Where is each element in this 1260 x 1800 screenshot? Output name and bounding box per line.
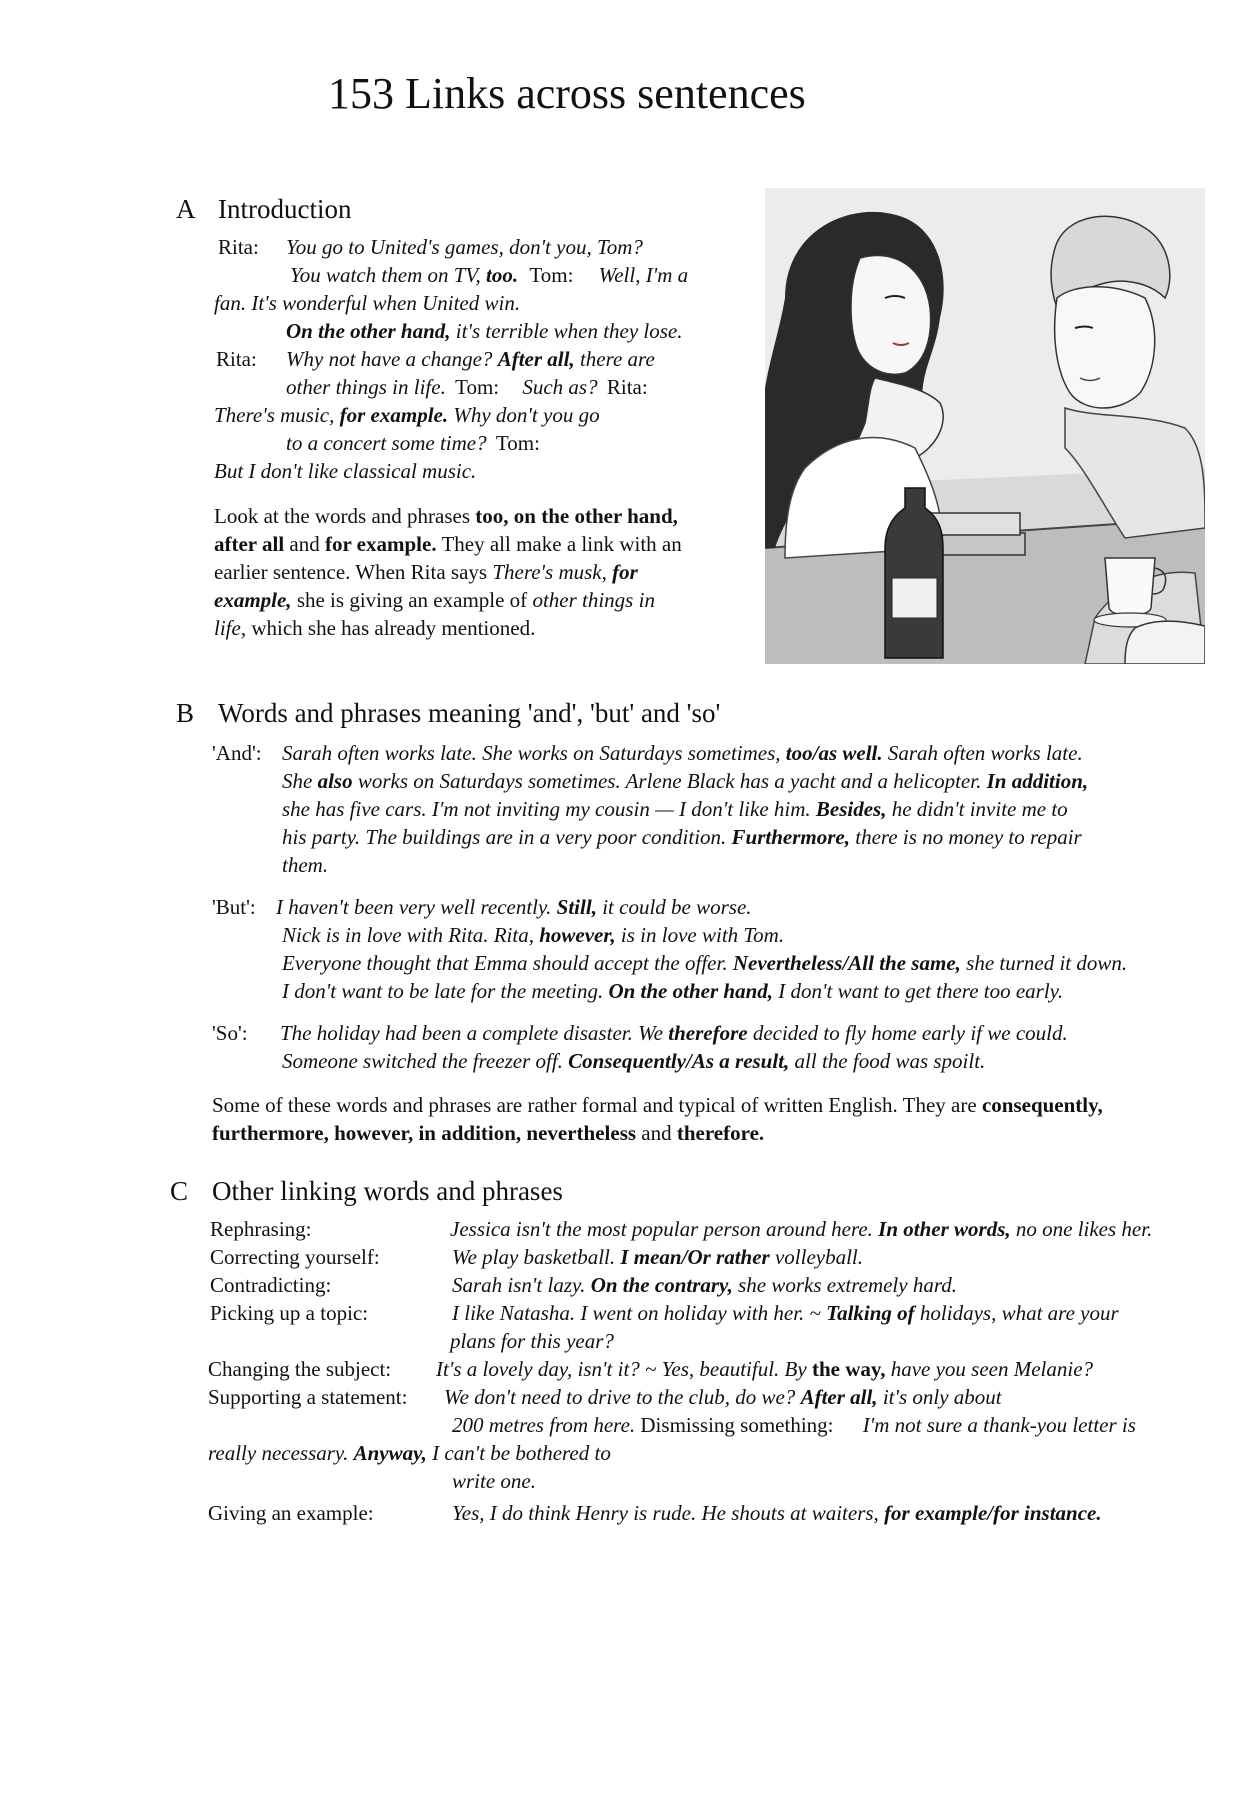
link-word: Besides, bbox=[815, 797, 887, 821]
link-word: too/as well. bbox=[785, 741, 883, 765]
example-line bbox=[282, 740, 1083, 766]
dialogue-line bbox=[214, 290, 520, 316]
link-word: In addition, bbox=[986, 769, 1089, 793]
cafe-illustration bbox=[765, 188, 1205, 664]
link-word: also bbox=[317, 769, 353, 793]
example-line bbox=[282, 796, 1068, 822]
correcting-label: Correcting yourself: bbox=[210, 1245, 380, 1269]
example: his party. The buildings are in a very poor condition. bbox=[282, 825, 732, 849]
example: It's a lovely day, isn't it? ~ Yes, beautiful. By bbox=[436, 1357, 812, 1381]
example-line bbox=[282, 922, 784, 948]
speaker: Tom: bbox=[455, 375, 500, 399]
changing-example bbox=[436, 1356, 1093, 1382]
dialogue-line bbox=[216, 346, 257, 372]
explanation-paragraph bbox=[214, 502, 734, 642]
changing-label: Changing the subject: bbox=[208, 1357, 392, 1381]
dialogue-line bbox=[286, 374, 648, 400]
link-word: After all, bbox=[800, 1385, 878, 1409]
example: Someone switched the freezer off. bbox=[282, 1049, 569, 1073]
giving-example bbox=[452, 1500, 1102, 1526]
link-word: the way, bbox=[811, 1357, 886, 1381]
example: she works extremely hard. bbox=[732, 1273, 957, 1297]
link-word: for bbox=[612, 560, 638, 584]
dismissing-label: Dismissing something: bbox=[635, 1413, 834, 1437]
supporting-example-cont bbox=[452, 1412, 1136, 1438]
link-word: After all, bbox=[497, 347, 575, 371]
section-letter: B bbox=[176, 698, 195, 728]
dialogue-line bbox=[286, 346, 655, 372]
and-label: 'And': bbox=[212, 741, 262, 765]
example: We don't need to drive to the club, do we? bbox=[444, 1385, 801, 1409]
speaker: Rita: bbox=[216, 347, 257, 371]
picking-example bbox=[452, 1300, 1119, 1326]
dialogue-line bbox=[290, 262, 688, 288]
example: I don't want to be late for the meeting. bbox=[282, 979, 609, 1003]
link-word: for example. bbox=[325, 532, 437, 556]
example: I can't be bothered to bbox=[426, 1441, 611, 1465]
example: works on Saturdays sometimes. Arlene Black has a yacht and a helicopter. bbox=[352, 769, 987, 793]
example: she turned it down. bbox=[960, 951, 1128, 975]
example: he didn't invite me to bbox=[886, 797, 1068, 821]
example: I like Natasha. I went on holiday with her. ~ bbox=[452, 1301, 827, 1325]
example: write one. bbox=[452, 1469, 536, 1493]
illustration-image bbox=[765, 188, 1205, 664]
link-word: Still, bbox=[556, 895, 597, 919]
page-title: 153 Links across sentences bbox=[328, 69, 806, 118]
link-word: Anyway, bbox=[353, 1441, 427, 1465]
link-word: example, bbox=[214, 588, 292, 612]
speaker: Tom: bbox=[529, 263, 574, 287]
quote: There's musk, bbox=[492, 560, 613, 584]
example-line bbox=[280, 1020, 1068, 1046]
example: I don't want to get there too early. bbox=[773, 979, 1064, 1003]
link-word: On the other hand, bbox=[286, 319, 451, 343]
example: Sarah often works late. bbox=[882, 741, 1083, 765]
example: there is no money to repair bbox=[849, 825, 1082, 849]
text: which she has already mentioned. bbox=[246, 616, 536, 640]
section-title: Introduction bbox=[218, 194, 352, 224]
text: and bbox=[284, 532, 325, 556]
picking-example-cont bbox=[450, 1328, 614, 1354]
formal-note bbox=[212, 1120, 764, 1146]
section-letter: A bbox=[176, 194, 196, 224]
example: 200 metres from here. bbox=[452, 1413, 636, 1437]
speaker: Tom: bbox=[495, 431, 540, 455]
dialogue-line bbox=[286, 318, 683, 344]
supporting-label: Supporting a statement: bbox=[208, 1385, 408, 1409]
speaker: Rita: bbox=[606, 375, 648, 399]
example: The holiday had been a complete disaster. We bbox=[280, 1021, 669, 1045]
speech: There's music, bbox=[214, 403, 340, 427]
speech: Such as? bbox=[522, 375, 598, 399]
dismissing-example bbox=[208, 1440, 611, 1466]
speech: other things in life. bbox=[286, 375, 446, 399]
contradicting-example bbox=[452, 1272, 957, 1298]
rephrasing-example bbox=[450, 1216, 1152, 1242]
example: it could be worse. bbox=[596, 895, 752, 919]
example-line bbox=[282, 768, 1088, 794]
example: plans for this year? bbox=[450, 1329, 614, 1353]
text: They all make a link with an bbox=[436, 532, 682, 556]
contradicting-label: Contradicting: bbox=[210, 1273, 332, 1297]
link-word: Talking of bbox=[826, 1301, 915, 1325]
link-word: furthermore, however, in addition, nevertheless bbox=[212, 1121, 637, 1145]
speech: Why not have a change? bbox=[286, 347, 498, 371]
example: have you seen Melanie? bbox=[885, 1357, 1094, 1381]
speaker: Rita: bbox=[218, 235, 259, 259]
link-word: for example/for instance. bbox=[884, 1501, 1102, 1525]
example-line bbox=[282, 1048, 985, 1074]
example: I'm not sure a thank-you letter is bbox=[862, 1413, 1136, 1437]
link-word: Nevertheless/All the same, bbox=[732, 951, 961, 975]
example: Yes, I do think Henry is rude. He shouts at waiters, bbox=[452, 1501, 885, 1525]
link-word: therefore bbox=[668, 1021, 748, 1045]
speech: there are bbox=[574, 347, 655, 371]
link-word: consequently, bbox=[981, 1093, 1103, 1117]
example: she has five cars. I'm not inviting my cousin — I don't like him. bbox=[282, 797, 816, 821]
link-word: On the contrary, bbox=[590, 1273, 733, 1297]
example: holidays, what are your bbox=[914, 1301, 1119, 1325]
example-line bbox=[282, 950, 1127, 976]
example: all the food was spoilt. bbox=[789, 1049, 986, 1073]
link-word: Consequently/As a result, bbox=[568, 1049, 790, 1073]
speech: to a concert some time? bbox=[286, 431, 487, 455]
quote: other things in bbox=[532, 588, 655, 612]
example-line bbox=[282, 824, 1082, 850]
link-word: On the other hand, bbox=[608, 979, 773, 1003]
link-word: however, bbox=[539, 923, 616, 947]
text: earlier sentence. When Rita says bbox=[214, 560, 493, 584]
example: is in love with Tom. bbox=[615, 923, 785, 947]
example-line bbox=[282, 978, 1063, 1004]
speech: Why don't you go bbox=[448, 403, 600, 427]
example: She bbox=[282, 769, 318, 793]
supporting-example bbox=[444, 1384, 1002, 1410]
text: she is giving an example of bbox=[291, 588, 533, 612]
speech: Well, I'm a bbox=[598, 263, 689, 287]
dialogue-line bbox=[286, 234, 643, 260]
correcting-example bbox=[452, 1244, 863, 1270]
example: Jessica isn't the most popular person around here. bbox=[450, 1217, 879, 1241]
dialogue-line bbox=[214, 458, 476, 484]
example: Sarah isn't lazy. bbox=[452, 1273, 591, 1297]
section-a-heading bbox=[176, 194, 351, 225]
link-word: after all bbox=[214, 532, 285, 556]
speech: fan. It's wonderful when United win. bbox=[214, 291, 521, 315]
formal-note bbox=[212, 1092, 1103, 1118]
link-word: In other words, bbox=[878, 1217, 1011, 1241]
example: Nick is in love with Rita. Rita, bbox=[282, 923, 540, 947]
link-word: I mean/Or rather bbox=[620, 1245, 770, 1269]
text: and bbox=[636, 1121, 677, 1145]
example-line bbox=[276, 894, 752, 920]
link-word: therefore. bbox=[676, 1121, 765, 1145]
dialogue-line bbox=[286, 430, 540, 456]
section-title: Words and phrases meaning 'and', 'but' and 'so' bbox=[218, 698, 721, 728]
dialogue-line bbox=[218, 234, 259, 260]
picking-label: Picking up a topic: bbox=[210, 1301, 369, 1325]
example: volleyball. bbox=[769, 1245, 864, 1269]
example: decided to fly home early if we could. bbox=[747, 1021, 1068, 1045]
link-word: Furthermore, bbox=[731, 825, 850, 849]
text: Some of these words and phrases are rather formal and typical of written English. They are bbox=[212, 1093, 982, 1117]
example: them. bbox=[282, 853, 329, 877]
dismissing-example-cont bbox=[452, 1468, 536, 1494]
example: no one likes her. bbox=[1010, 1217, 1153, 1241]
example: it's only about bbox=[877, 1385, 1002, 1409]
section-title: Other linking words and phrases bbox=[212, 1176, 563, 1206]
speech: But I don't like classical music. bbox=[214, 459, 477, 483]
speech: You go to United's games, don't you, Tom? bbox=[286, 235, 643, 259]
example-line bbox=[282, 852, 328, 878]
rephrasing-label: Rephrasing: bbox=[210, 1217, 312, 1241]
example-label: Giving an example: bbox=[208, 1501, 374, 1525]
quote: life, bbox=[214, 616, 247, 640]
speech: it's terrible when they lose. bbox=[450, 319, 683, 343]
example: Everyone thought that Emma should accept the offer. bbox=[282, 951, 733, 975]
dialogue-line bbox=[214, 402, 600, 428]
link-word: for example. bbox=[339, 403, 449, 427]
speech: You watch them on TV, bbox=[290, 263, 487, 287]
text: Look at the words and phrases bbox=[214, 504, 476, 528]
section-c-heading bbox=[170, 1176, 563, 1207]
but-label: 'But': bbox=[212, 895, 256, 919]
link-word: too. bbox=[486, 263, 519, 287]
example: I haven't been very well recently. bbox=[276, 895, 557, 919]
section-b-heading bbox=[176, 698, 720, 729]
example: Sarah often works late. She works on Saturdays sometimes, bbox=[282, 741, 786, 765]
example: We play basketball. bbox=[452, 1245, 621, 1269]
section-letter: C bbox=[170, 1176, 189, 1206]
so-label: 'So': bbox=[212, 1021, 248, 1045]
link-word: too, on the other hand, bbox=[475, 504, 678, 528]
example: really necessary. bbox=[208, 1441, 354, 1465]
